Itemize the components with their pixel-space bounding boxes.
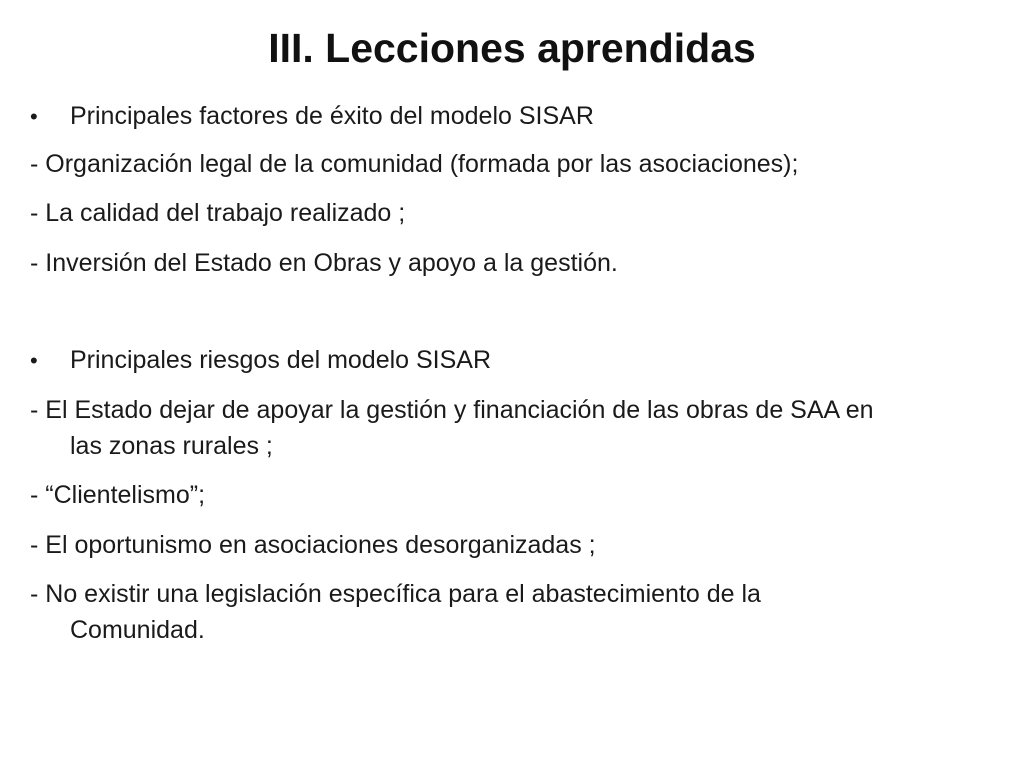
list-item [30,392,874,464]
bullet-icon: • [30,348,38,373]
list-item: - “Clientelismo”; [30,481,206,509]
list-item: - Organización legal de la comunidad (formada por las asociaciones); [30,150,799,178]
section-heading-success-factors [30,98,594,135]
list-item-text: - El Estado dejar de apoyar la gestión y financiación de las obras de SAA en [30,396,874,424]
list-item: - Inversión del Estado en Obras y apoyo a la gestión. [30,249,618,277]
list-item-continuation: Comunidad. [70,616,205,644]
bullet-icon: • [30,104,38,129]
list-item [30,576,761,648]
list-item: - La calidad del trabajo realizado ; [30,199,406,227]
slide-title: III. Lecciones aprendidas [268,25,756,71]
list-item-continuation: las zonas rurales ; [70,432,273,460]
section-heading-text: Principales factores de éxito del modelo SISAR [70,102,594,130]
list-item: - El oportunismo en asociaciones desorganizadas ; [30,531,596,559]
list-item-text: - No existir una legislación específica para el abastecimiento de la [30,580,761,608]
section-heading-text: Principales riesgos del modelo SISAR [70,346,492,374]
section-heading-risks [30,342,491,379]
